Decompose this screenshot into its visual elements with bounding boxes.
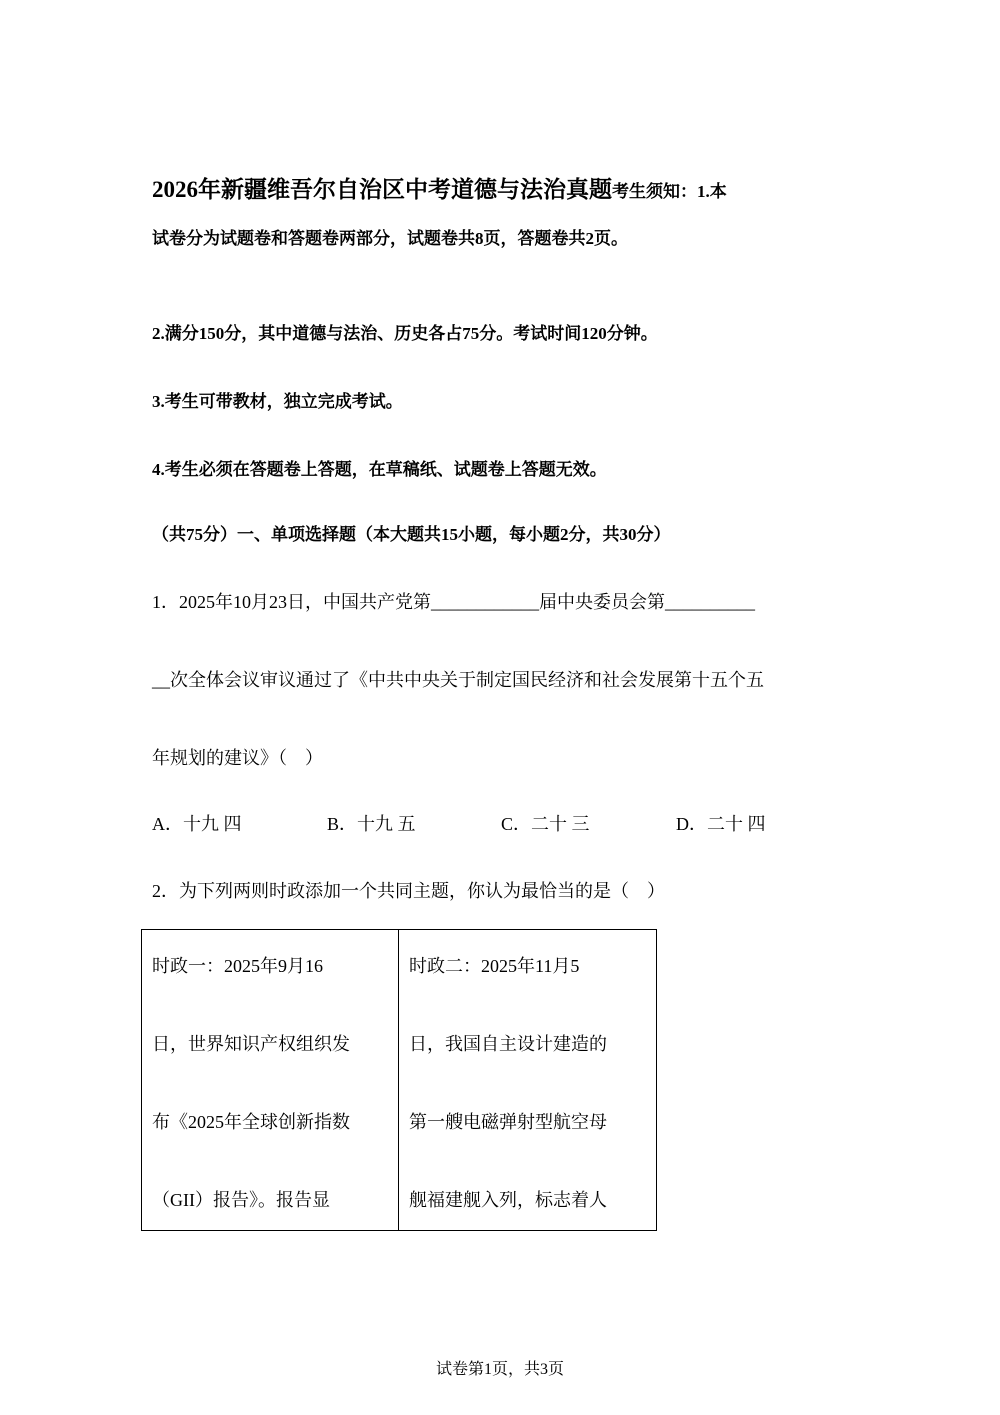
news-1-line-4: （GII）报告》。报告显: [152, 1190, 330, 1210]
question-1-line-2: __次全体会议审议通过了《中共中央关于制定国民经济和社会发展第十五个五: [152, 670, 764, 690]
news-2-line-1: 时政二：2025年11月5: [409, 956, 580, 976]
notice-line-3: 3.考生可带教材，独立完成考试。: [152, 392, 403, 411]
notice-line-2: 2.满分150分，其中道德与法治、历史各占75分。考试时间120分钟。: [152, 324, 658, 343]
option-c: C．二十 三: [501, 814, 590, 834]
news-1-line-3: 布《2025年全球创新指数: [152, 1112, 350, 1132]
news-cell-1: [142, 930, 398, 1230]
section-heading: （共75分）一、单项选择题（本大题共15小题，每小题2分，共30分）: [152, 525, 671, 544]
news-2-line-2: 日，我国自主设计建造的: [409, 1034, 607, 1054]
option-a: A．十九 四: [152, 814, 242, 834]
question-2-stem: 2．为下列两则时政添加一个共同主题，你认为最恰当的是（ ）: [152, 881, 665, 901]
notice-heading: 考生须知：1.本: [612, 182, 727, 201]
question-1-line-1: 1．2025年10月23日，中国共产党第____________届中央委员会第__________: [152, 592, 755, 612]
news-table: [141, 929, 657, 1231]
news-1-line-2: 日，世界知识产权组织发: [152, 1034, 350, 1054]
news-cell-2: [399, 930, 656, 1230]
page-footer: 试卷第1页，共3页: [435, 1361, 564, 1378]
notice-line-4: 4.考生必须在答题卷上答题，在草稿纸、试题卷上答题无效。: [152, 460, 607, 479]
option-b: B．十九 五: [327, 814, 416, 834]
news-2-line-4: 舰福建舰入列，标志着人: [409, 1190, 607, 1210]
option-d: D．二十 四: [676, 814, 766, 834]
notice-line-1: 试卷分为试题卷和答题卷两部分，试题卷共8页，答题卷共2页。: [152, 229, 628, 248]
news-2-line-3: 第一艘电磁弹射型航空母: [409, 1112, 607, 1132]
exam-title: 2026年新疆维吾尔自治区中考道德与法治真题: [152, 177, 612, 202]
title-line: [152, 171, 727, 204]
news-1-line-1: 时政一：2025年9月16: [152, 956, 323, 976]
question-1-options: [152, 810, 852, 836]
question-1-line-3: 年规划的建议》（ ）: [152, 748, 323, 768]
